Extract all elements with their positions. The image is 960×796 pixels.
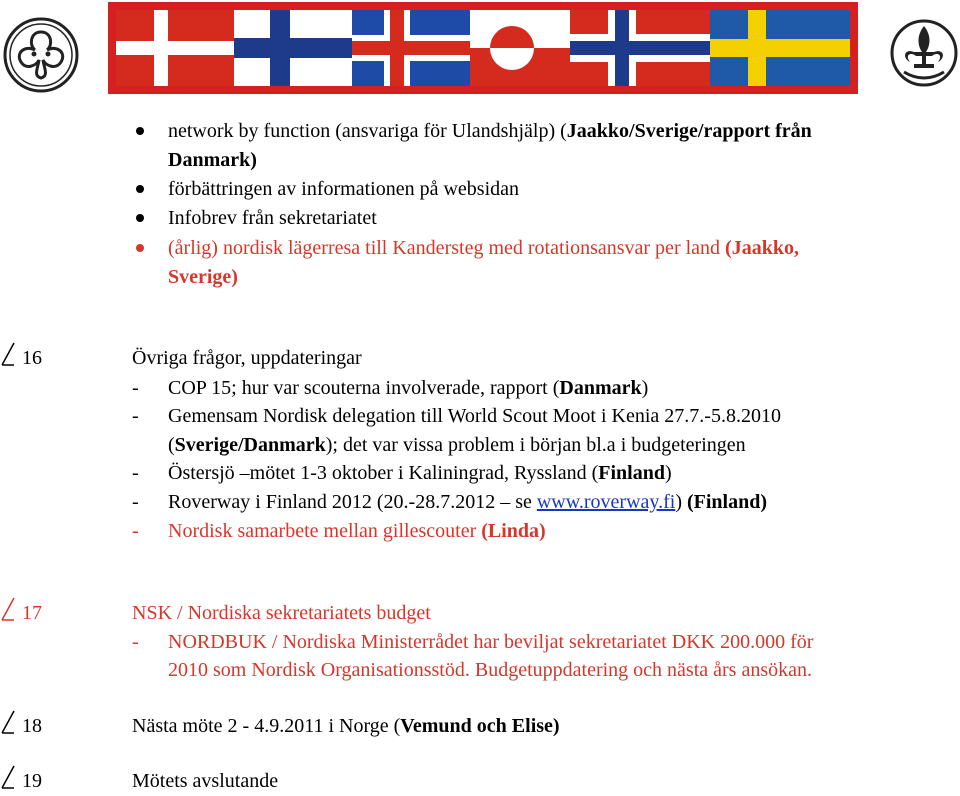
- section-16-item: - Gemensam Nordisk delegation till World Scout Moot i Kenia 27.7.-5.8.2010: [132, 405, 781, 427]
- section-16-title: 16 Övriga frågor, uppdateringar: [0, 345, 960, 373]
- section-mark-icon: [0, 341, 16, 367]
- bullet-item: (årlig) nordisk lägerresa till Kandersteg med rotationsansvar per land (Jaakko,: [168, 237, 799, 259]
- section-16-item-cont: (Sverige/Danmark); det var vissa problem i början bl.a i budgeteringen: [168, 434, 746, 456]
- section-16-item: - Östersjö –mötet 1-3 oktober i Kaliningrad, Ryssland (Finland): [132, 462, 672, 484]
- bullet-item: förbättringen av informationen på websidan: [168, 178, 519, 200]
- section-mark-icon: [0, 709, 16, 735]
- section-17-item: - NORDBUK / Nordiska Ministerrådet har beviljat sekretariatet DKK 200.000 för: [132, 631, 814, 653]
- section-19-title: 19 Mötets avslutande: [0, 768, 960, 796]
- trefoil-logo-icon: [2, 16, 80, 94]
- section-18-title: 18 Nästa möte 2 - 4.9.2011 i Norge (Vemund och Elise): [0, 713, 960, 741]
- bullet-item-cont: Sverige): [168, 266, 238, 288]
- section-mark-icon: [0, 764, 16, 790]
- roverway-link[interactable]: www.roverway.fi: [536, 491, 676, 513]
- header-banner: [0, 0, 960, 100]
- bullet-item: network by function (ansvariga för Ulandshjälp) (Jaakko/Sverige/rapport från: [168, 120, 812, 142]
- section-16-item: - Roverway i Finland 2012 (20.-28.7.2012 – se www.roverway.fi) (Finland): [132, 491, 768, 513]
- section-16-item: - COP 15; hur var scouterna involverade, rapport (Danmark): [132, 377, 649, 399]
- bullet-item: Infobrev från sekretariatet: [168, 207, 377, 229]
- section-17-title: 17 NSK / Nordiska sekretariatets budget: [0, 600, 960, 628]
- section-16-item: - Nordisk samarbete mellan gillescouter (Linda): [132, 520, 546, 542]
- fleur-de-lis-logo-icon: [890, 18, 958, 88]
- section-17-item-cont: 2010 som Nordisk Organisationsstöd. Budgetuppdatering och nästa års ansökan.: [168, 659, 812, 681]
- bullet-item-cont: Danmark): [168, 149, 257, 171]
- nordic-flags-banner: [108, 2, 858, 94]
- section-mark-icon: [0, 596, 16, 622]
